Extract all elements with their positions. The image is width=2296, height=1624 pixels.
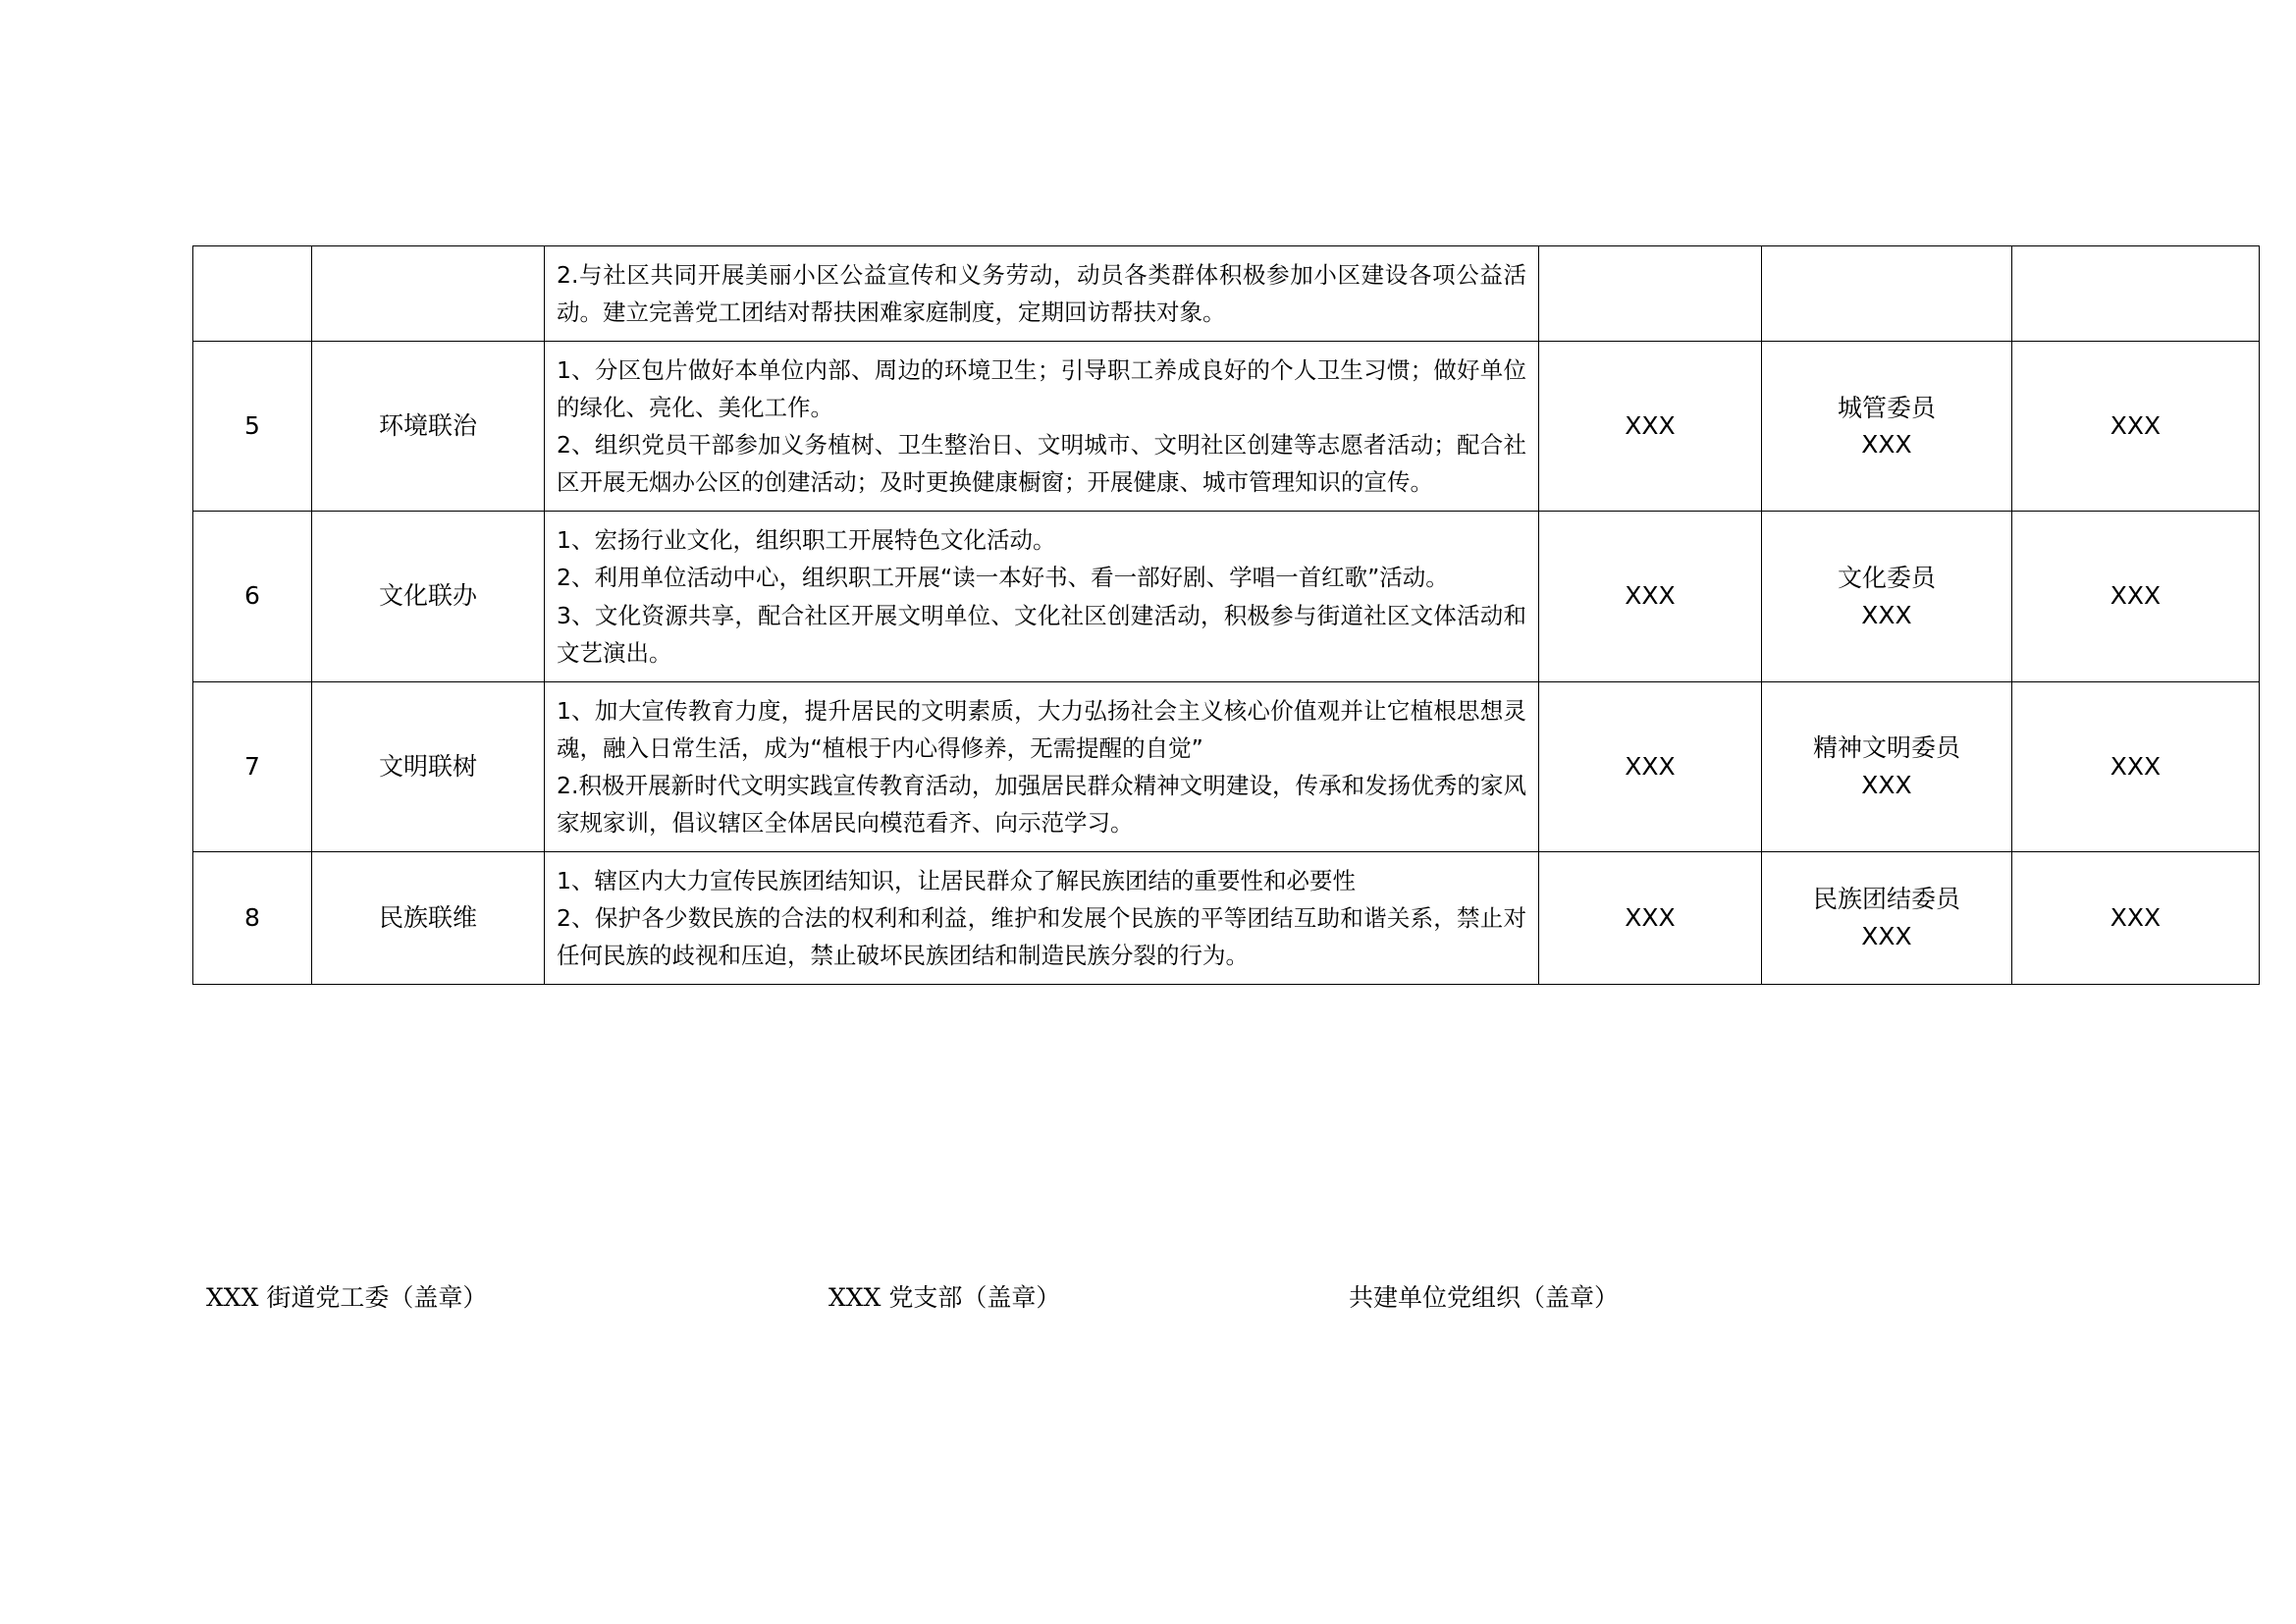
signature-party-branch: XXX 党支部（盖章） [828, 1283, 1061, 1312]
table-row [193, 512, 2260, 681]
row-content-cell [545, 512, 1539, 681]
role-title: 城管委员 [1837, 393, 1936, 422]
content-text: 1、分区包片做好本单位内部、周边的环境卫生；引导职工养成良好的个人卫生习惯；做好单位的绿化、亮化、美化工作。 2、组织党员干部参加义务植树、卫生整治日、文明城市、文明社区创建等志愿者活动；配合社区开展无烟办公区的创建活动；及时更换健康橱窗；开展健康、城市管理知识的宣传。 [557, 356, 1526, 497]
row-unit-cell: XXX [1539, 681, 1762, 851]
row-role-cell [1762, 512, 2012, 681]
row-number-cell: 5 [193, 342, 312, 512]
row-item-cell: 民族联维 [312, 851, 545, 984]
signature-street-party-committee: XXX 街道党工委（盖章） [206, 1283, 488, 1312]
role-title: 民族团结委员 [1812, 885, 1960, 914]
row-sign-cell: XXX [2012, 851, 2260, 984]
table-row [193, 851, 2260, 984]
row-content-cell [545, 342, 1539, 512]
row-content-cell [545, 851, 1539, 984]
role-name: XXX [1861, 430, 1912, 460]
row-item-cell [312, 246, 545, 342]
row-content-cell [545, 681, 1539, 851]
row-sign-cell: XXX [2012, 512, 2260, 681]
table-row [193, 246, 2260, 342]
role-name: XXX [1861, 770, 1912, 799]
content-text: 1、辖区内大力宣传民族团结知识，让居民群众了解民族团结的重要性和必要性 2、保护各少数民族的合法的权利和利益，维护和发展个民族的平等团结互助和谐关系，禁止对任何民族的歧视和压迫，禁止破坏民族团结和制造民族分裂的行为。 [557, 866, 1526, 969]
row-role-cell [1762, 681, 2012, 851]
role-name: XXX [1861, 921, 1912, 950]
table-row [193, 342, 2260, 512]
role-title: 精神文明委员 [1812, 733, 1960, 763]
row-unit-cell: XXX [1539, 342, 1762, 512]
signature-partner-organization: 共建单位党组织（盖章） [1349, 1283, 1620, 1312]
row-role-cell [1762, 342, 2012, 512]
row-sign-cell: XXX [2012, 342, 2260, 512]
row-unit-cell: XXX [1539, 851, 1762, 984]
table-body [193, 246, 2260, 985]
role-name: XXX [1861, 600, 1912, 629]
content-text: 1、加大宣传教育力度，提升居民的文明素质，大力弘扬社会主义核心价值观并让它植根思想灵魂，融入日常生活，成为“植根于内心得修养，无需提醒的自觉” 2.积极开展新时代文明实践宣传教育活动，加强居民群众精神文明建设，传承和发扬优秀的家风家规家训，倡议辖区全体居民向模范看齐、向示范学习。 [557, 696, 1526, 837]
signature-row [192, 1278, 2111, 1324]
table-row [193, 681, 2260, 851]
row-number-cell: 8 [193, 851, 312, 984]
row-number-cell: 7 [193, 681, 312, 851]
content-text: 1、宏扬行业文化，组织职工开展特色文化活动。 2、利用单位活动中心，组织职工开展“读一本好书、看一部好剧、学唱一首红歌”活动。 3、文化资源共享，配合社区开展文明单位、文化社区创建活动，积极参与街道社区文体活动和文艺演出。 [557, 526, 1526, 667]
row-unit-cell: XXX [1539, 512, 1762, 681]
row-sign-cell [2012, 246, 2260, 342]
row-sign-cell: XXX [2012, 681, 2260, 851]
row-item-cell: 文明联树 [312, 681, 545, 851]
row-content-cell [545, 246, 1539, 342]
row-item-cell: 文化联办 [312, 512, 545, 681]
row-role-cell [1762, 246, 2012, 342]
content-text: 2.与社区共同开展美丽小区公益宣传和义务劳动，动员各类群体积极参加小区建设各项公益活动。建立完善党工团结对帮扶困难家庭制度，定期回访帮扶对象。 [557, 261, 1526, 327]
row-number-cell: 6 [193, 512, 312, 681]
joint-building-agreement-table [192, 245, 2260, 985]
row-role-cell [1762, 851, 2012, 984]
role-title: 文化委员 [1837, 564, 1936, 592]
row-number-cell [193, 246, 312, 342]
row-unit-cell [1539, 246, 1762, 342]
row-item-cell: 环境联治 [312, 342, 545, 512]
